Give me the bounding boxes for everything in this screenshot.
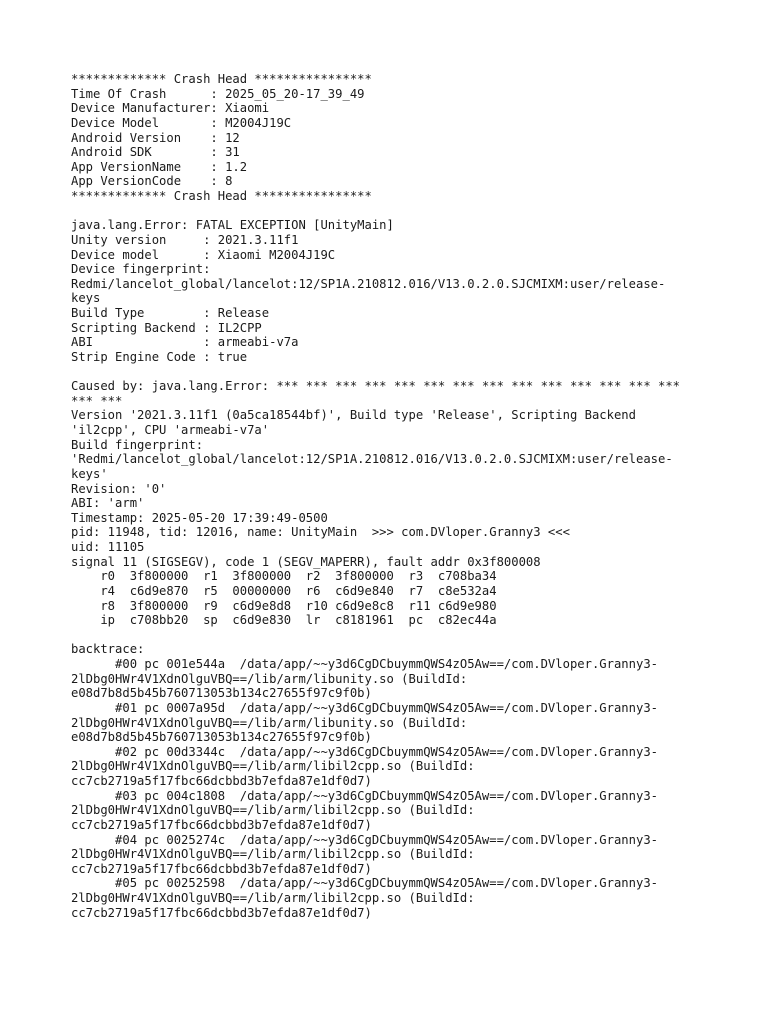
log-line: 2lDbg0HWr4V1XdnOlguVBQ==/lib/arm/libil2cpp.so (BuildId: bbox=[71, 803, 475, 818]
log-line: cc7cb2719a5f17fbc66dcbbd3b7efda87e1df0d7) bbox=[71, 905, 372, 920]
log-line: backtrace: bbox=[71, 642, 145, 657]
log-line: Build Type : Release bbox=[71, 306, 270, 320]
log-line: #03 pc 004c1808 /data/app/~~y3d6CgDCbuymmQWS4zO5Aw==/com.DVloper.Granny3- bbox=[71, 788, 658, 803]
log-line: #05 pc 00252598 /data/app/~~y3d6CgDCbuymmQWS4zO5Aw==/com.DVloper.Granny3- bbox=[71, 876, 658, 891]
log-line: 2lDbg0HWr4V1XdnOlguVBQ==/lib/arm/libil2cpp.so (BuildId: bbox=[71, 847, 475, 862]
log-line: uid: 11105 bbox=[71, 540, 145, 554]
log-line: App VersionCode : 8 bbox=[71, 174, 233, 189]
log-line: 2lDbg0HWr4V1XdnOlguVBQ==/lib/arm/libil2cpp.so (BuildId: bbox=[71, 891, 475, 905]
log-line: e08d7b8d5b45b760713053b134c27655f97c9f0b) bbox=[71, 730, 372, 745]
log-line bbox=[71, 365, 721, 380]
log-line: cc7cb2719a5f17fbc66dcbbd3b7efda87e1df0d7) bbox=[71, 861, 372, 876]
crash-log-text bbox=[71, 72, 721, 920]
log-line: 2lDbg0HWr4V1XdnOlguVBQ==/lib/arm/libil2cpp.so (BuildId: bbox=[71, 759, 475, 774]
log-line: Unity version : 2021.3.11f1 bbox=[71, 232, 299, 247]
log-line: Timestamp: 2025-05-20 17:39:49-0500 bbox=[71, 510, 328, 525]
log-line: r0 3f800000 r1 3f800000 r2 3f800000 r3 c708ba34 bbox=[71, 569, 497, 584]
log-line: Device model : Xiaomi M2004J19C bbox=[71, 247, 336, 262]
log-line: ABI: 'arm' bbox=[71, 496, 145, 511]
log-line: #01 pc 0007a95d /data/app/~~y3d6CgDCbuymmQWS4zO5Aw==/com.DVloper.Granny3- bbox=[71, 700, 658, 715]
log-line: #00 pc 001e544a /data/app/~~y3d6CgDCbuymmQWS4zO5Aw==/com.DVloper.Granny3- bbox=[71, 657, 658, 671]
log-line: 2lDbg0HWr4V1XdnOlguVBQ==/lib/arm/libunity.so (BuildId: bbox=[71, 671, 468, 686]
log-line: 'il2cpp', CPU 'armeabi-v7a' bbox=[71, 423, 270, 437]
log-line: Build fingerprint: bbox=[71, 437, 204, 452]
log-line: Time Of Crash : 2025_05_20-17_39_49 bbox=[71, 86, 365, 101]
log-line: Device Manufacturer: Xiaomi bbox=[71, 101, 270, 116]
log-line: Caused by: java.lang.Error: *** *** *** *** *** *** *** *** *** *** *** *** *** *** bbox=[71, 379, 681, 394]
log-line: Revision: '0' bbox=[71, 481, 167, 496]
log-line: Android SDK : 31 bbox=[71, 145, 240, 160]
log-line: ip c708bb20 sp c6d9e830 lr c8181961 pc c82ec44a bbox=[71, 613, 497, 628]
log-line: ABI : armeabi-v7a bbox=[71, 335, 299, 350]
log-line: keys bbox=[71, 291, 101, 306]
log-line: #04 pc 0025274c /data/app/~~y3d6CgDCbuymmQWS4zO5Aw==/com.DVloper.Granny3- bbox=[71, 832, 658, 847]
log-line: *** *** bbox=[71, 393, 123, 408]
log-line: Android Version : 12 bbox=[71, 130, 240, 145]
log-line: r4 c6d9e870 r5 00000000 r6 c6d9e840 r7 c8e532a4 bbox=[71, 583, 497, 598]
log-line: e08d7b8d5b45b760713053b134c27655f97c9f0b) bbox=[71, 686, 372, 701]
log-line: r8 3f800000 r9 c6d9e8d8 r10 c6d9e8c8 r11 c6d9e980 bbox=[71, 598, 497, 613]
log-line bbox=[71, 628, 721, 643]
log-line: signal 11 (SIGSEGV), code 1 (SEGV_MAPERR), fault addr 0x3f800008 bbox=[71, 554, 541, 569]
log-line: Version '2021.3.11f1 (0a5ca18544bf)', Build type 'Release', Scripting Backend bbox=[71, 408, 636, 423]
log-line: Device Model : M2004J19C bbox=[71, 115, 292, 130]
log-line: java.lang.Error: FATAL EXCEPTION [UnityMain] bbox=[71, 218, 394, 233]
log-line: #02 pc 00d3344c /data/app/~~y3d6CgDCbuymmQWS4zO5Aw==/com.DVloper.Granny3- bbox=[71, 744, 658, 759]
log-line: pid: 11948, tid: 12016, name: UnityMain >>> com.DVloper.Granny3 <<< bbox=[71, 525, 570, 540]
log-line: ************* Crash Head **************** bbox=[71, 189, 372, 203]
log-line: cc7cb2719a5f17fbc66dcbbd3b7efda87e1df0d7) bbox=[71, 817, 372, 832]
log-line: cc7cb2719a5f17fbc66dcbbd3b7efda87e1df0d7) bbox=[71, 774, 372, 788]
log-line: keys' bbox=[71, 466, 108, 481]
log-line: Strip Engine Code : true bbox=[71, 349, 248, 364]
log-line: Redmi/lancelot_global/lancelot:12/SP1A.210812.016/V13.0.2.0.SJCMIXM:user/release- bbox=[71, 276, 666, 291]
log-line: Device fingerprint: bbox=[71, 262, 211, 277]
log-line: Scripting Backend : IL2CPP bbox=[71, 320, 262, 335]
log-line: 'Redmi/lancelot_global/lancelot:12/SP1A.210812.016/V13.0.2.0.SJCMIXM:user/release- bbox=[71, 452, 673, 467]
log-line: 2lDbg0HWr4V1XdnOlguVBQ==/lib/arm/libunity.so (BuildId: bbox=[71, 715, 468, 730]
log-line: ************* Crash Head **************** bbox=[71, 72, 372, 86]
log-line: App VersionName : 1.2 bbox=[71, 159, 248, 174]
log-line bbox=[71, 204, 721, 219]
